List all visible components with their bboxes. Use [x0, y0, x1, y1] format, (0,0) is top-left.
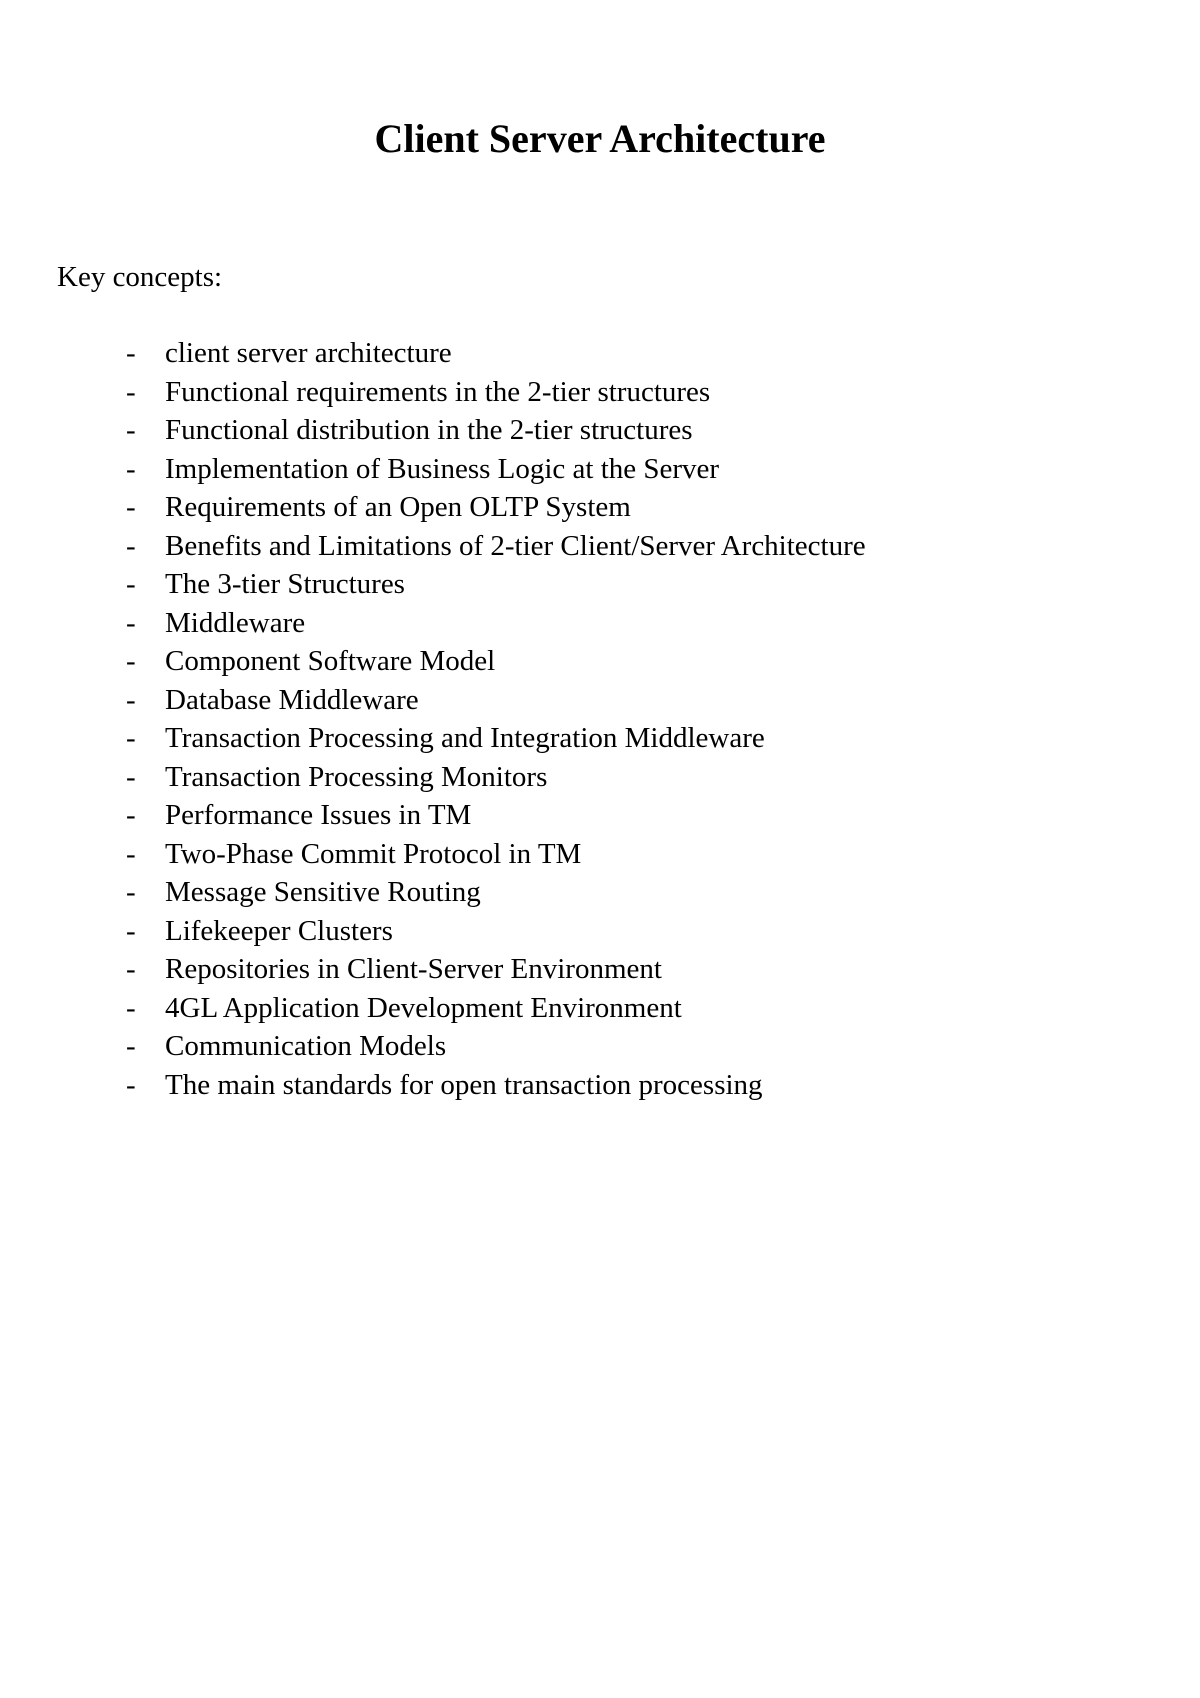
intro-text: Key concepts:	[57, 261, 223, 293]
list-item-text: Message Sensitive Routing	[165, 876, 481, 908]
list-item-text: The main standards for open transaction processing	[165, 1068, 763, 1101]
list-item	[126, 373, 866, 412]
list-item-text: Functional distribution in the 2-tier structures	[165, 414, 693, 446]
list-item-text: Performance Issues in TM	[165, 799, 472, 831]
list-item	[126, 527, 866, 566]
bullet-dash: -	[126, 452, 136, 485]
bullet-dash: -	[126, 414, 136, 446]
bullet-dash: -	[126, 760, 136, 793]
list-item	[126, 1027, 866, 1066]
bullet-dash: -	[126, 529, 136, 562]
list-item	[126, 873, 866, 912]
list-item-text: Requirements of an Open OLTP System	[165, 491, 631, 523]
list-item-text: Transaction Processing and Integration Middleware	[165, 722, 765, 754]
list-item	[126, 450, 866, 489]
list-item-text: Component Software Model	[165, 645, 496, 677]
list-item	[126, 796, 866, 835]
bullet-dash: -	[126, 1068, 136, 1101]
list-item-text: Functional requirements in the 2-tier structures	[165, 375, 711, 408]
bullet-dash: -	[126, 722, 136, 754]
bullet-dash: -	[126, 683, 136, 716]
bullet-dash: -	[126, 491, 136, 523]
list-item	[126, 1066, 866, 1105]
concept-list	[126, 334, 866, 1104]
list-item-text: Database Middleware	[165, 683, 419, 716]
list-item	[126, 604, 866, 643]
bullet-dash: -	[126, 606, 136, 639]
list-item-text: client server architecture	[165, 337, 452, 369]
list-item-text: 4GL Application Development Environment	[165, 991, 682, 1024]
list-item	[126, 719, 866, 758]
list-item	[126, 989, 866, 1028]
list-item	[126, 835, 866, 874]
bullet-dash: -	[126, 953, 136, 985]
bullet-dash: -	[126, 337, 136, 369]
bullet-dash: -	[126, 914, 136, 947]
list-item-text: Benefits and Limitations of 2-tier Client/Server Architecture	[165, 529, 866, 562]
list-item-text: Lifekeeper Clusters	[165, 914, 393, 947]
list-item-text: Communication Models	[165, 1030, 447, 1062]
list-item-text: Middleware	[165, 606, 306, 639]
list-item	[126, 642, 866, 681]
bullet-dash: -	[126, 799, 136, 831]
list-item	[126, 758, 866, 797]
bullet-dash: -	[126, 876, 136, 908]
list-item	[126, 950, 866, 989]
list-item	[126, 411, 866, 450]
list-item-text: The 3-tier Structures	[165, 568, 405, 600]
bullet-dash: -	[126, 837, 136, 870]
list-item-text: Implementation of Business Logic at the Server	[165, 452, 720, 485]
bullet-dash: -	[126, 645, 136, 677]
bullet-dash: -	[126, 375, 136, 408]
list-item-text: Transaction Processing Monitors	[165, 760, 548, 793]
list-item-text: Repositories in Client-Server Environment	[165, 953, 662, 985]
bullet-dash: -	[126, 568, 136, 600]
document-title: Client Server Architecture	[374, 116, 826, 161]
list-item-text: Two-Phase Commit Protocol in TM	[165, 837, 582, 870]
list-item	[126, 334, 866, 373]
bullet-dash: -	[126, 1030, 136, 1062]
list-item	[126, 488, 866, 527]
bullet-dash: -	[126, 991, 136, 1024]
list-item	[126, 681, 866, 720]
list-item	[126, 912, 866, 951]
list-item	[126, 565, 866, 604]
